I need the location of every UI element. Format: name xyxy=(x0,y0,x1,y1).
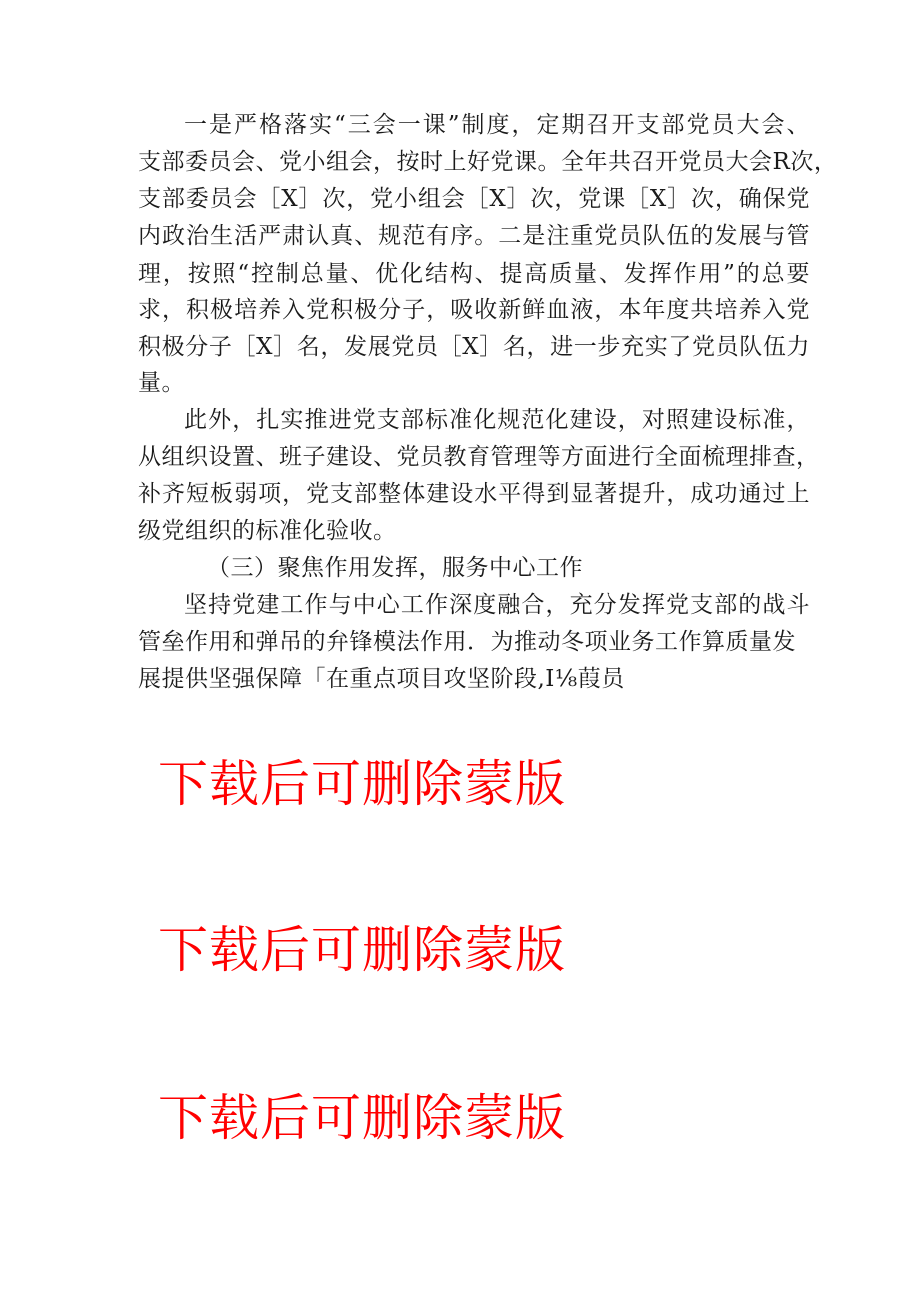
paragraph-1-line-6: 求，积极培养入党积极分子，吸收新鲜血液，本年度共培养入党 xyxy=(138,297,810,323)
paragraph-2-line-1: 此外，扎实推进党支部标准化规范化建设，对照建设标准， xyxy=(184,407,810,433)
watermark-text-3: 下载后可删除蒙版 xyxy=(158,1089,566,1147)
section-heading: （三）聚焦作用发挥，服务中心工作 xyxy=(207,555,583,581)
paragraph-1-line-1: 一是严格落实“三会一课”制度，定期召开支部党员大会、 xyxy=(184,112,810,138)
paragraph-2-line-3: 补齐短板弱项，党支部整体建设水平得到显著提升，成功通过上 xyxy=(138,481,810,507)
paragraph-2-line-2: 从组织设置、班子建设、党员教育管理等方面进行全面梳理排查， xyxy=(138,444,820,470)
paragraph-1-line-5: 理，按照“控制总量、优化结构、提高质量、发挥作用”的总要 xyxy=(138,261,810,287)
paragraph-3-line-3: 展提供坚强保障「在重点项目攻坚阶段,I⅛葭员 xyxy=(138,666,625,692)
watermark-text-1: 下载后可删除蒙版 xyxy=(158,755,566,813)
paragraph-3-line-1: 坚持党建工作与中心工作深度融合，充分发挥党支部的战斗 xyxy=(184,592,810,618)
paragraph-1-line-7: 积极分子［X］名，发展党员［X］名，进一步充实了党员队伍力 xyxy=(138,334,810,360)
paragraph-2-line-4: 级党组织的标准化验收。 xyxy=(138,518,397,544)
paragraph-1-line-4: 内政治生活严肃认真、规范有序。二是注重党员队伍的发展与管 xyxy=(138,223,810,249)
paragraph-3-line-2: 管垒作用和弹吊的弁锋模法作用．为推动冬项业务工作算质量发 xyxy=(138,629,796,655)
watermark-text-2: 下载后可删除蒙版 xyxy=(158,921,566,979)
paragraph-1-line-2: 支部委员会、党小组会，按时上好党课。全年共召开党员大会R次， xyxy=(138,149,838,175)
paragraph-1-line-8: 量。 xyxy=(138,370,185,396)
paragraph-1-line-3: 支部委员会［X］次，党小组会［X］次，党课［X］次，确保党 xyxy=(138,186,810,212)
